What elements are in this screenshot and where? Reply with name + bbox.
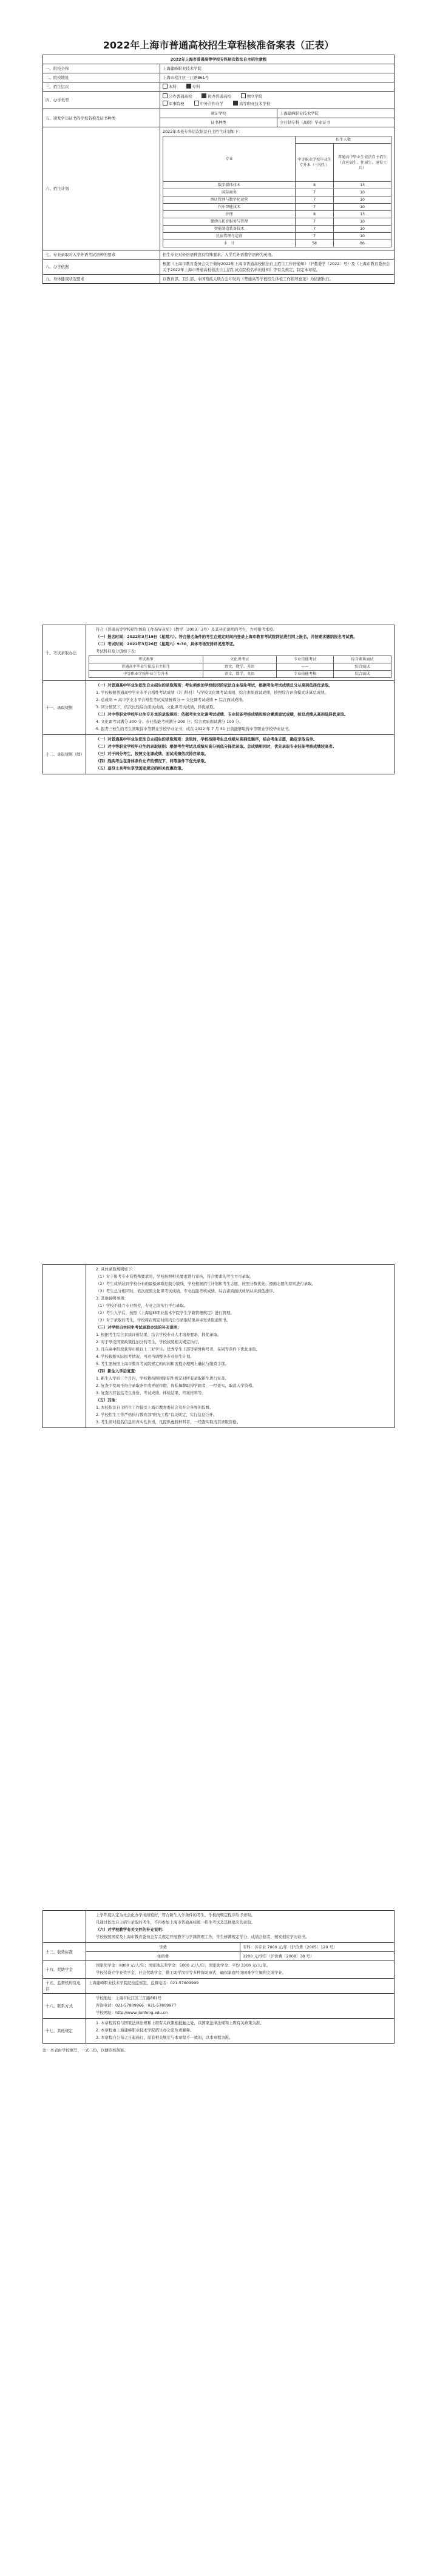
plan-highschool-cell: 10: [334, 189, 391, 196]
aid-cell: [86, 1961, 395, 1979]
other-label: 十七、其他规定: [43, 2019, 86, 2044]
admission-cont-paragraphs: [89, 736, 391, 771]
plan-vocational-cell: 8: [296, 182, 334, 189]
plan-highschool-cell: 10: [334, 226, 391, 233]
plan-row: [163, 204, 391, 211]
type-option-sino-foreign: 中外合作办学: [194, 101, 223, 106]
paragraph: 学校另设立学业奖学金、社会奖助学金、勤工助学岗位等多种资助形式，确保家庭经济困难学生顺利完成学业。: [96, 1970, 286, 1975]
paragraph: 1. 根据考生综合素质评价结果，结合学校专业人才培养要求，择优录取。: [96, 1332, 222, 1337]
plan-vocational-cell: 7: [296, 218, 334, 226]
paragraph: 咨询电话：021-57809966 021-57809977: [96, 2003, 177, 2008]
paragraph: （一）对普通高中毕业生依法自主招生的录取规则：考生须参加学校组织的依法自主招生考试，根据考生考试成绩总分从高到低择优录取。: [96, 683, 333, 688]
paragraph: （三）对学校自主招生考试录取办法的补充说明：: [96, 1325, 181, 1330]
plan-highschool-cell: 10: [334, 218, 391, 226]
paragraph: 5. 考生需按照上海市教育考试院规定的时间和流程办理网上确认与缴费手续。: [96, 1361, 229, 1366]
paragraph: （一）对普通高中毕业生依法自主招生的录取规则：录取时，学校按照考生总成绩从高到低顺序，结合考生志愿，确定录取名单。: [96, 737, 317, 742]
paragraph: 符合《普通高等学校招生体检工作指导意见》（教学〔2003〕3号）及其补充说明的考生，方可报考本校。: [96, 627, 277, 632]
exam-row: [89, 663, 391, 671]
aid-label: 十四、奖助学金: [43, 1961, 86, 1979]
fees-label: 十三、收费标准: [43, 1943, 86, 1961]
paragraph: 1. 学校根据普通高中学业水平合格性考试成绩（7门科目）与学校文化课考试成绩、综合素质面试成绩，按照综合评价模式计算总成绩。: [96, 690, 328, 695]
plan-vocational-cell: 7: [296, 204, 334, 211]
plan-vocational-cell: 7: [296, 196, 334, 204]
plan-row: [163, 226, 391, 233]
chapter-table-2: [42, 625, 395, 774]
plan-highschool-cell: 13: [334, 182, 391, 189]
paragraph: 1. 本校依法自主招生工作接受上海市教育委员会及社会各界的监督。: [96, 1405, 214, 1410]
level-options: [160, 82, 395, 92]
exam-head-culture: 文化课考试: [203, 656, 276, 663]
exam-table: [89, 656, 391, 678]
paragraph: （3）考生总分相同时，依次按照文化课考试成绩、专业技能考核成绩、综合素质面试成绩从高到低排序。: [96, 1289, 277, 1293]
contact-cell: [86, 1994, 395, 2019]
plan-major-cell: 民宿管理与运营: [163, 233, 296, 240]
exam-head-skill: 专业技能考试: [276, 656, 334, 663]
exam-paragraphs: [89, 626, 391, 654]
plan-vocational-cell: 7: [296, 189, 334, 196]
plan-cell: [160, 127, 395, 250]
paragraph: （3）对于录取的考生，学校将在规定时间内公布录取结果并寄发录取通知书。: [96, 1318, 231, 1323]
exam-cell: [86, 625, 395, 681]
admission-cont-cell: [86, 735, 395, 774]
checkbox-icon: [194, 101, 199, 106]
plan-vocational-cell: 7: [296, 226, 334, 233]
health-value: 以教育部、卫生部、中国残疾人联合会印发的《普通高等学校招生体检工作指导意见》为依据执行。: [160, 275, 395, 284]
level-option-undergrad: 本科: [163, 84, 177, 89]
paragraph: 3. 复查内容包括考生身份、考试成绩、体检结果、档案材料等。: [96, 1390, 206, 1395]
checkbox-checked-icon: [202, 93, 206, 98]
language-value: 招生专业对外语语种没有特殊要求。入学后外语教学语种为英语。: [160, 250, 395, 260]
exam-cell: 中等职业学校毕业生专升本: [89, 671, 203, 678]
checkbox-icon: [241, 93, 246, 98]
paragraph: （三）对于同分考生，按照文化课成绩、面试成绩依次排序录取。: [96, 751, 209, 756]
fee-housing-label: 住宿费: [86, 1952, 240, 1961]
type-option-public: 公办普通高校: [163, 94, 192, 99]
paragraph: 3. 本章程自公布之日起施行，原有相关规定与本章程不一致的，以本章程为准。: [96, 2035, 233, 2040]
paragraph: （四）残疾考生在身体条件允许的情况下，同等条件下优先录取。: [96, 759, 209, 763]
p4-intro-paragraphs: [89, 1912, 391, 1940]
type-option-private: 民办普通高校: [202, 94, 231, 99]
paragraph: 5. 报考三校生的考生须取得中等职业学校毕业证书，或在 2022 年 7 月 31 日前能够取得中等职业学校毕业证书。: [96, 726, 293, 731]
plan-major-cell: 汽车智能技术: [163, 204, 296, 211]
plan-row: [163, 218, 391, 226]
school-name-value: 上海建峰职业技术学院: [160, 64, 395, 73]
checkbox-checked-icon: [186, 84, 191, 89]
contact-label: 十六、联系方式: [43, 1994, 86, 2019]
exam-cell: 普通高中毕业生依法自主招生: [89, 663, 203, 671]
page-3: [42, 1264, 395, 1428]
exam-cell: 语文、数学、英语: [203, 671, 276, 678]
paragraph: （二）对中等职业学校毕业生的录取规则：根据考生考试总成绩从高分到低分择优录取。总成绩相同时，优先录取专业技能考核成绩较高者。: [96, 744, 337, 749]
paragraph: （一）报名时间：2022年3月19日（星期六）。符合报名条件的考生在规定时间内登录上海市教育考试院网站进行网上报名，并按要求缴纳报名考试费。: [96, 634, 357, 639]
p4-continued-label: [43, 1911, 86, 1943]
plan-row: [163, 182, 391, 189]
level-label: 三、招生层次: [43, 82, 160, 92]
fee-tuition-label: 学费: [86, 1943, 240, 1952]
paragraph: 3. 凡在高中阶段获得市级以上三好学生、优秀学生干部等荣誉称号者，在同等条件下优先录取。: [96, 1347, 260, 1352]
paragraph: （1）学校不设立专业级差，专业之间实行平行录取。: [96, 1303, 188, 1308]
paragraph: 1. 本章程若有与国家法律法规和上级有关政策相抵触之处，以国家法律法规和上级有关政策为准。: [96, 2021, 264, 2025]
supervise-label: 十五、监督机构及电话: [43, 1979, 86, 1994]
basis-value: 根据《上海市教育委员会关于做好2022年上海市普通高校依法自主招生工作的通知》（沪教委学〔2022〕号）及《上海市教育委员会关于2022年上海市普通高校依法自主招生试点院校名单的通知》等有关规定，制定本章程。: [160, 260, 395, 275]
type-options: [160, 92, 395, 109]
paragraph: （1）对于报考专业有特殊要求的，学校按照相关要求进行审核，符合要求的考生方可录取。: [96, 1274, 254, 1279]
basis-label: 八、办学依据: [43, 260, 160, 275]
supervise-value: 上海建峰职业技术学院纪检监察室，监督电话：021-57809999: [86, 1979, 395, 1994]
plan-major-cell: 婴幼儿托育服务与管理: [163, 218, 296, 226]
paragraph: （二）对中等职业学校毕业生专升本的录取规则：依据考生文化课考试成绩、专业技能考核成绩和综合素质面试成绩，按总成绩从高到低择优录取。: [96, 712, 348, 717]
paragraph: 2. 对于享受国家政策性加分的考生，学校按照相关规定执行。: [96, 1340, 202, 1344]
paragraph: 学校按照国家及上海市教育委员会有关规定开展教学与学籍管理工作，学生修满规定学分、成绩合格者，颁发相应学历证书。: [96, 1934, 310, 1939]
other-paragraphs: [89, 2020, 391, 2041]
paragraph: 4. 学校根据实际报考情况，可适当调整各专业招生计划。: [96, 1354, 194, 1359]
fee-housing-value: 1200 元/学年（沪价费〔2008〕38 号）: [240, 1952, 395, 1961]
paragraph: 2. 总成绩 = 高中学业水平合格性考试成绩折算分 + 文化课考试成绩 + 综合面试成绩。: [96, 697, 246, 702]
paragraph: 3. 其他说明事项：: [96, 1296, 128, 1301]
plan-col-vocational: 中等职业学校毕业生专升本（三校生）: [296, 144, 334, 182]
paragraph: 4. 文化课考试满分 300 分；专业技能考核满分 200 分；综合素质面试满分 100 分。: [96, 719, 243, 724]
paragraph: （四）新生入学后复查：: [96, 1369, 139, 1374]
continued-label: [43, 1265, 86, 1428]
plan-label: 六、招生计划: [43, 127, 160, 250]
exam-label: 十、考试录取办法: [43, 625, 86, 681]
level-option-college: 专科: [186, 84, 200, 89]
checkbox-icon: [163, 93, 168, 98]
continued-cell: [86, 1265, 395, 1428]
exam-cell: 综合面试: [334, 663, 391, 671]
admission-paragraphs: [89, 682, 391, 732]
plan-row: [163, 211, 391, 218]
paragraph: 3. 考生须对报名信息的真实性负责，凡提供虚假材料者，一经查实取消其录取资格。: [96, 1420, 241, 1424]
exam-rows: [89, 663, 391, 678]
paragraph: 学校地址：上海市松江区三江路861号: [96, 1996, 162, 2001]
footer-note: 注：本表由学校填写，一式二份，以便审核备案。: [42, 2048, 128, 2053]
plan-table: [163, 136, 391, 247]
admission-label: 十一、录取规则: [43, 681, 86, 735]
paragraph: 学校网址：http://www.jianfeng.edu.cn: [96, 2010, 168, 2015]
type-option-military: 军事院校: [163, 101, 185, 106]
plan-highschool-cell: 13: [334, 211, 391, 218]
continued-paragraphs: [89, 1266, 391, 1425]
paragraph: 2. 复查中发现不符合录取条件或弄虚作假、徇私舞弊取得学籍者，一经查实，取消入学资格。: [96, 1383, 256, 1388]
plan-major-cell: 国际商务: [163, 189, 296, 196]
exam-head-interview: 综合素质面试: [334, 656, 391, 663]
cert-label: 五、颁发学历证书的学校名称及证书种类: [43, 109, 160, 127]
exam-head-type: 考试类型: [89, 656, 203, 663]
paragraph: 国家奖学金：8000 元/人/年；国家励志奖学金：5000 元/人/年；国家助学金：平均 3300 元/人/年。: [96, 1963, 271, 1968]
plan-highschool-cell: 10: [334, 196, 391, 204]
plan-col-group: 招生人数: [296, 136, 391, 144]
type-option-independent: 独立学院: [241, 94, 263, 99]
paragraph: 1. 新生入学后三个月内，学校将按照国家招生规定对所有录取新生进行复查。: [96, 1376, 229, 1381]
exam-cell: 专业技能考核: [276, 671, 334, 678]
aid-paragraphs: [89, 1962, 391, 1976]
school-name-label: 一、院校全称: [43, 64, 160, 73]
plan-major-cell: 酒店管理与数字化运营: [163, 196, 296, 204]
plan-vocational-cell: 8: [296, 211, 334, 218]
cert-type-label: 证书种类: [160, 118, 277, 127]
fee-tuition-value: 专科：各专业 7000 元/年（沪价费〔2005〕120 号）: [240, 1943, 395, 1952]
plan-total-highschool: 86: [334, 240, 391, 247]
checkbox-icon: [163, 84, 168, 89]
plan-row: [163, 196, 391, 204]
plan-highschool-cell: 10: [334, 233, 391, 240]
plan-col-major: 专业: [163, 136, 296, 182]
chapter-table-1: [42, 55, 395, 284]
admission-cell: [86, 681, 395, 735]
school-address-label: 二、院校地址: [43, 73, 160, 82]
exam-cell: 综合面试: [334, 671, 391, 678]
cert-school-label: 颁证学校: [160, 109, 277, 118]
paragraph: 考试科目及分值如下表：: [96, 649, 139, 654]
paragraph: （五）退役士兵考生享受国家规定的相关优惠政策。: [96, 766, 185, 771]
other-cell: [86, 2019, 395, 2044]
checkbox-icon: [163, 101, 168, 106]
page-2: [42, 625, 395, 774]
exam-cell: 语文、数学、英语: [203, 663, 276, 671]
plan-row: [163, 189, 391, 196]
paragraph: （2）考生入学后，按照《上海建峰职业技术学院学生学籍管理规定》进行管理。: [96, 1310, 234, 1315]
paragraph: 上学年度认定为社会化办学成绩较好，符合新生入学条件的考生，学校按规定程序给予录取。: [96, 1913, 256, 1917]
cert-school-value: 上海建峰职业技术学院: [277, 109, 395, 118]
paragraph: （六）对学校教学有关文件的补充说明：: [96, 1927, 166, 1932]
type-option-vocational: 高等职业技术学校: [233, 101, 270, 106]
plan-vocational-cell: 7: [296, 233, 334, 240]
plan-total-label: 小 计: [163, 240, 296, 247]
p4-intro-cell: [86, 1911, 395, 1943]
checkbox-checked-icon: [233, 101, 238, 106]
paragraph: 2. 具体录取规则如下：: [96, 1267, 136, 1272]
plan-intro: 2022年本校专科层次依法自主招生计划如下：: [163, 129, 243, 134]
page-4: [42, 1910, 395, 2054]
language-label: 七、专业录取对入学外语考试语种的要求: [43, 250, 160, 260]
plan-row: [163, 233, 391, 240]
school-address-value: 上海市松江区三江路861号: [160, 73, 395, 82]
chapter-header: 2022年上海市普通高等学校专科层次依法自主招生章程: [43, 55, 395, 64]
plan-major-cell: 护理: [163, 211, 296, 218]
plan-rows: [163, 182, 391, 240]
plan-total-vocational: 58: [296, 240, 334, 247]
admission-cont-label: 十二、录取规则（续）: [43, 735, 86, 774]
paragraph: 凡通过依法自主招生录取的考生，不再参加上海市普通高校统一招生考试及其他批次的录取。: [96, 1920, 256, 1925]
type-label: 四、办学类型: [43, 92, 160, 109]
plan-major-cell: 数字媒体技术: [163, 182, 296, 189]
paragraph: 2. 学校招生工作严格执行教育部"阳光工程"有关规定，实行信息公开。: [96, 1412, 217, 1417]
plan-total-row: [163, 240, 391, 247]
paragraph: （五）其他：: [96, 1398, 120, 1403]
exam-cell: ——: [276, 663, 334, 671]
plan-highschool-cell: 10: [334, 204, 391, 211]
plan-major-cell: 智能制造装备技术: [163, 226, 296, 233]
cert-type-value: 全日制专科（高职）毕业证书: [277, 118, 395, 127]
plan-col-highschool: 普通高中毕业生依法自主招生（含应届生、往届生、退役士兵）: [334, 144, 391, 182]
exam-row: [89, 671, 391, 678]
paragraph: （二）考试时间：2022年3月26日（星期六）9:30，具体考场安排详见准考证。: [96, 642, 237, 646]
paragraph: 2. 本章程由上海建峰职业技术学院招生办公室负责解释。: [96, 2028, 194, 2033]
paragraph: 3. 同分情况下，依次比较综合面试成绩、文化课考试成绩，择优录取。: [96, 705, 217, 709]
chapter-table-4: [42, 1910, 395, 2044]
contact-paragraphs: [89, 1995, 391, 2016]
document-title: 2022年上海市普通高校招生章程核准备案表（正表）: [103, 39, 334, 51]
page-1: [42, 55, 395, 284]
paragraph: （2）考生成绩达到学校公布的最低录取控制分数线，学校根据招生计划和考生志愿，按照分数优先、遵循志愿的原则进行录取。: [96, 1281, 316, 1286]
chapter-table-3: [42, 1264, 395, 1428]
health-label: 九、身体健康状况要求: [43, 275, 160, 284]
